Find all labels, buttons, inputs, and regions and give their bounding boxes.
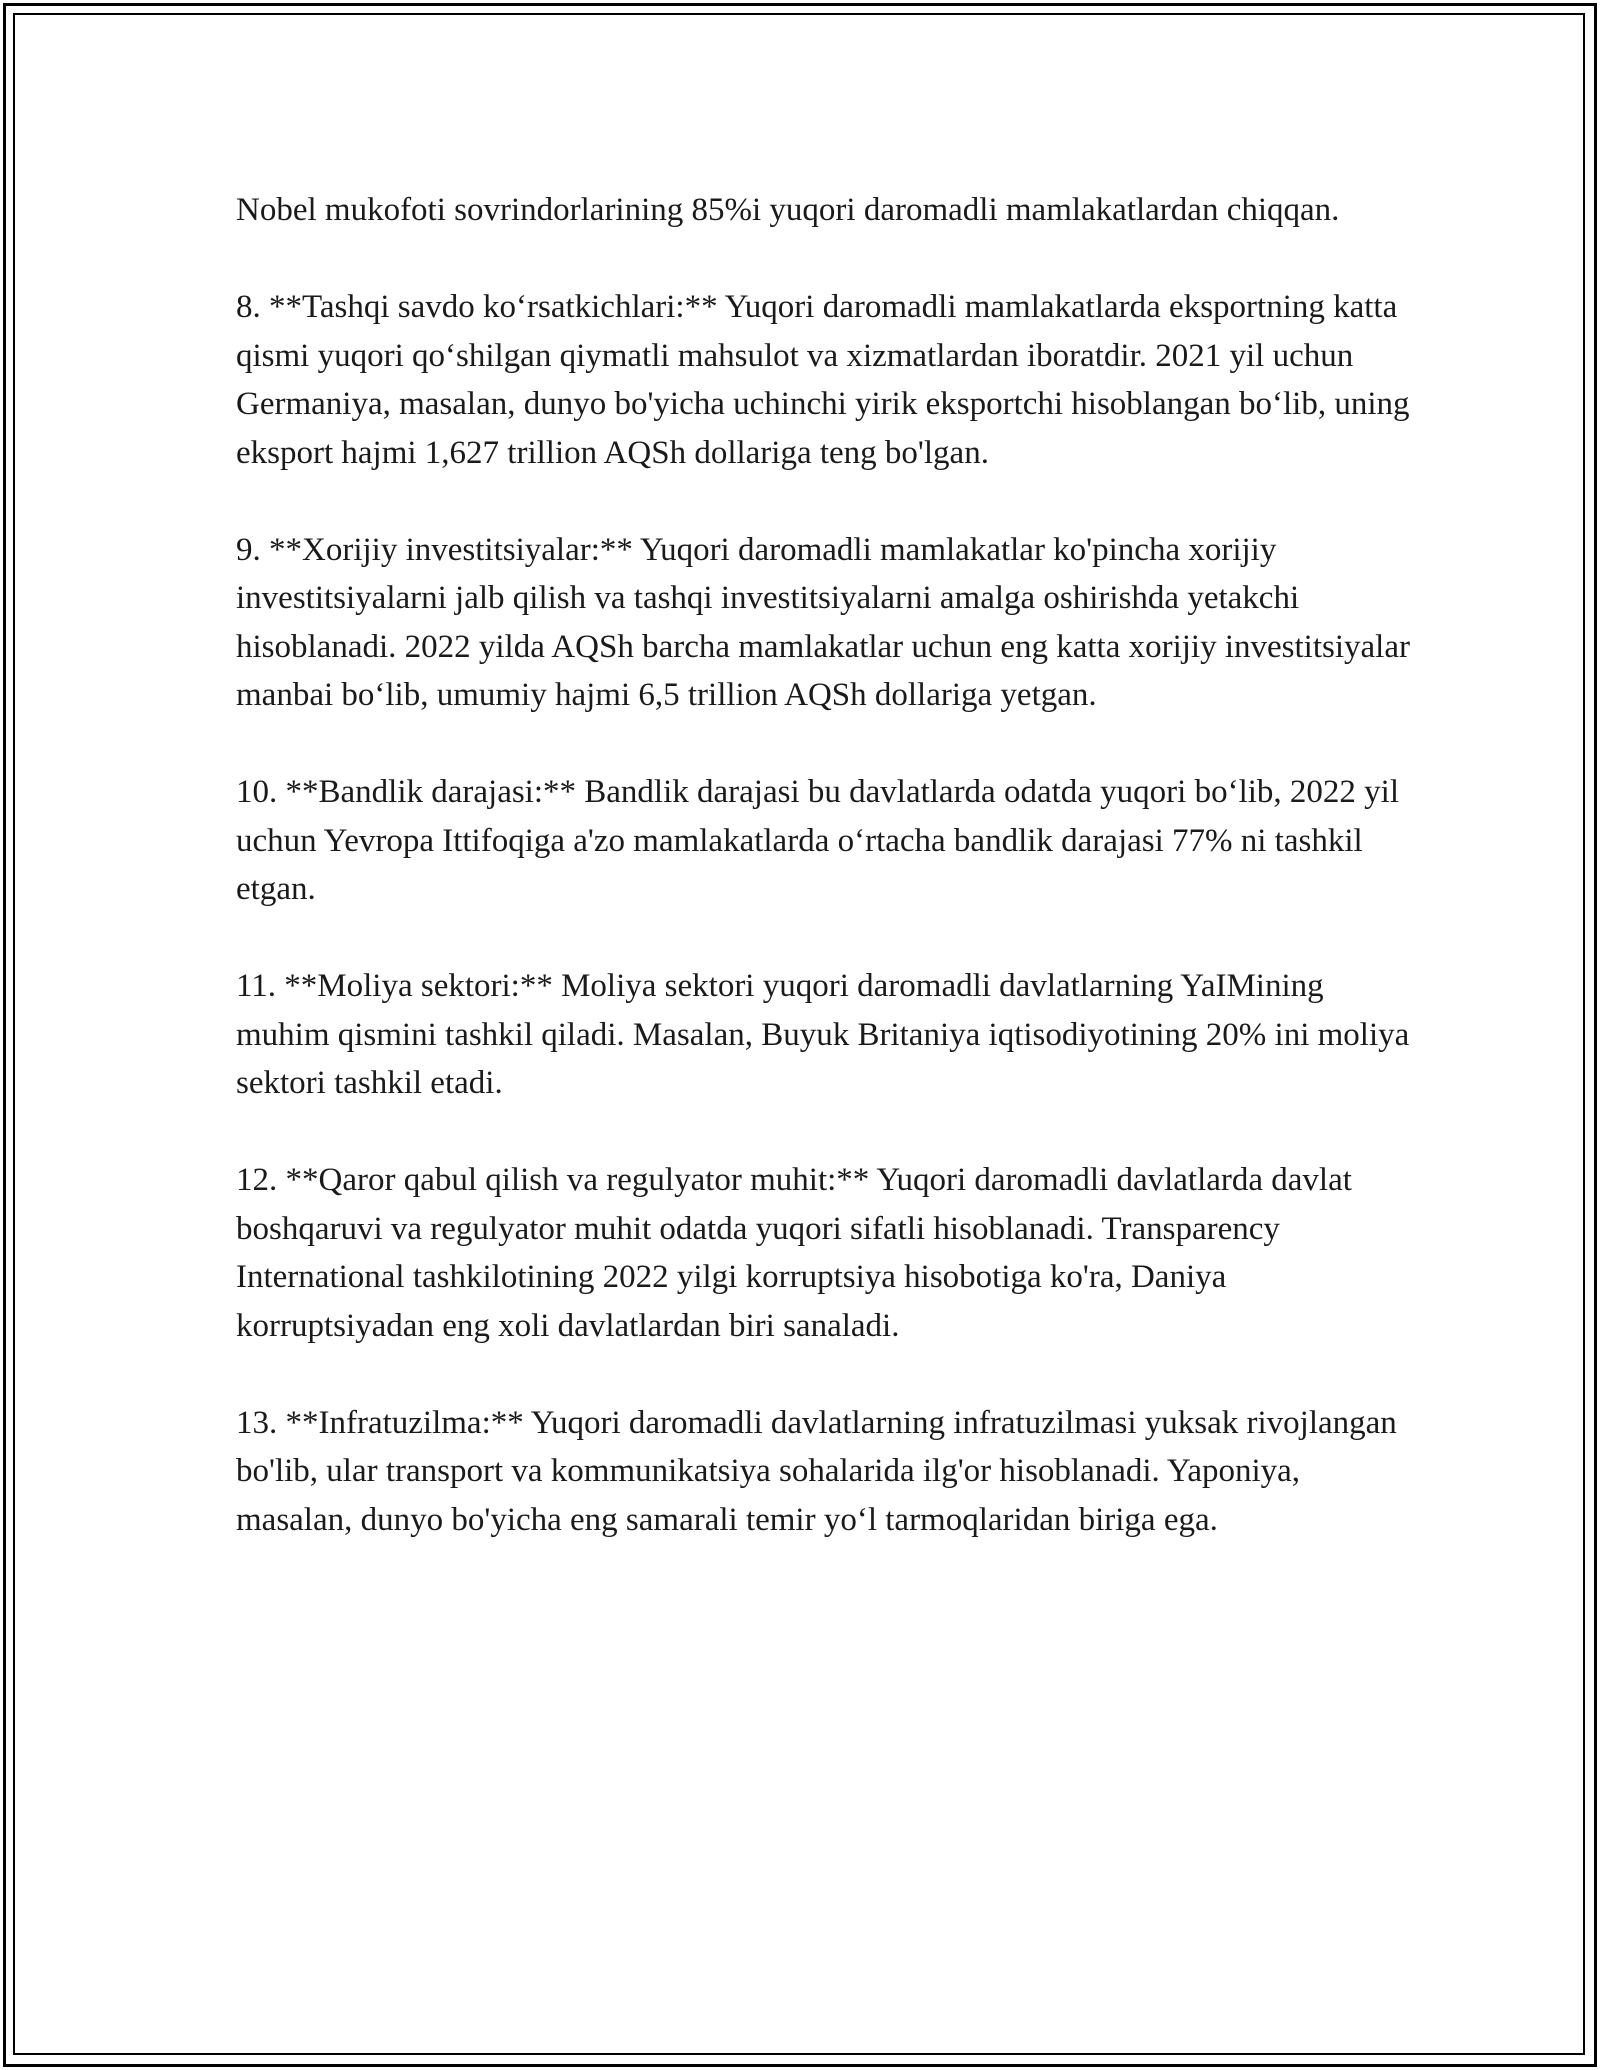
paragraph-foreign-trade: 8. **Tashqi savdo ko‘rsatkichlari:** Yuqori daromadli mamlakatlarda eksportning katta qismi yuqori qo‘shilgan qiymatli mahsulot va xizmatlardan iboratdir. 2021 yil uchun Germaniya, masalan, dunyo bo'yicha uchinchi yirik eksportchi hisoblangan bo‘lib, uning eksport hajmi 1,627 trillion AQSh dollariga teng bo'lgan. — [236, 289, 1410, 471]
paragraph-regulatory-environment: 12. **Qaror qabul qilish va regulyator muhit:** Yuqori daromadli davlatlarda davlat boshqaruvi va regulyator muhit odatda yuqori sifatli hisoblanadi. Transparency International tashkilotining 2022 yilgi korruptsiya hisobotiga ko'ra, Daniya korruptsiyadan eng xoli davlatlardan biri sanaladi. — [236, 1162, 1352, 1344]
paragraph-finance-sector: 11. **Moliya sektori:** Moliya sektori yuqori daromadli davlatlarning YaIMining muhim qismini tashkil qiladi. Masalan, Buyuk Britaniya iqtisodiyotining 20% ini moliya sektori tashkil etadi. — [236, 968, 1410, 1101]
paragraph-nobel-continuation: Nobel mukofoti sovrindorlarining 85%i yuqori daromadli mamlakatlardan chiqqan. — [236, 192, 1340, 228]
paragraph-foreign-investment: 9. **Xorijiy investitsiyalar:** Yuqori daromadli mamlakatlar ko'pincha xorijiy investitsiyalarni jalb qilish va tashqi investitsiyalarni amalga oshirishda yetakchi hisoblanadi. 2022 yilda AQSh barcha mamlakatlar uchun eng katta xorijiy investitsiyalar manbai bo‘lib, umumiy hajmi 6,5 trillion AQSh dollariga yetgan. — [236, 531, 1410, 713]
paragraph-infrastructure: 13. **Infratuzilma:** Yuqori daromadli davlatlarning infratuzilmasi yuksak rivojlangan bo'lib, ular transport va kommunikatsiya sohalarida ilg'or hisoblanadi. Yaponiya, masalan, dunyo bo'yicha eng samarali temir yo‘l tarmoqlaridan biriga ega. — [236, 1404, 1397, 1538]
document-body — [236, 186, 1416, 1593]
paragraph-employment-rate: 10. **Bandlik darajasi:** Bandlik darajasi bu davlatlarda odatda yuqori bo‘lib, 2022 yil uchun Yevropa Ittifoqiga a'zo mamlakatlarda o‘rtacha bandlik darajasi 77% ni tashkil etgan. — [236, 774, 1399, 907]
